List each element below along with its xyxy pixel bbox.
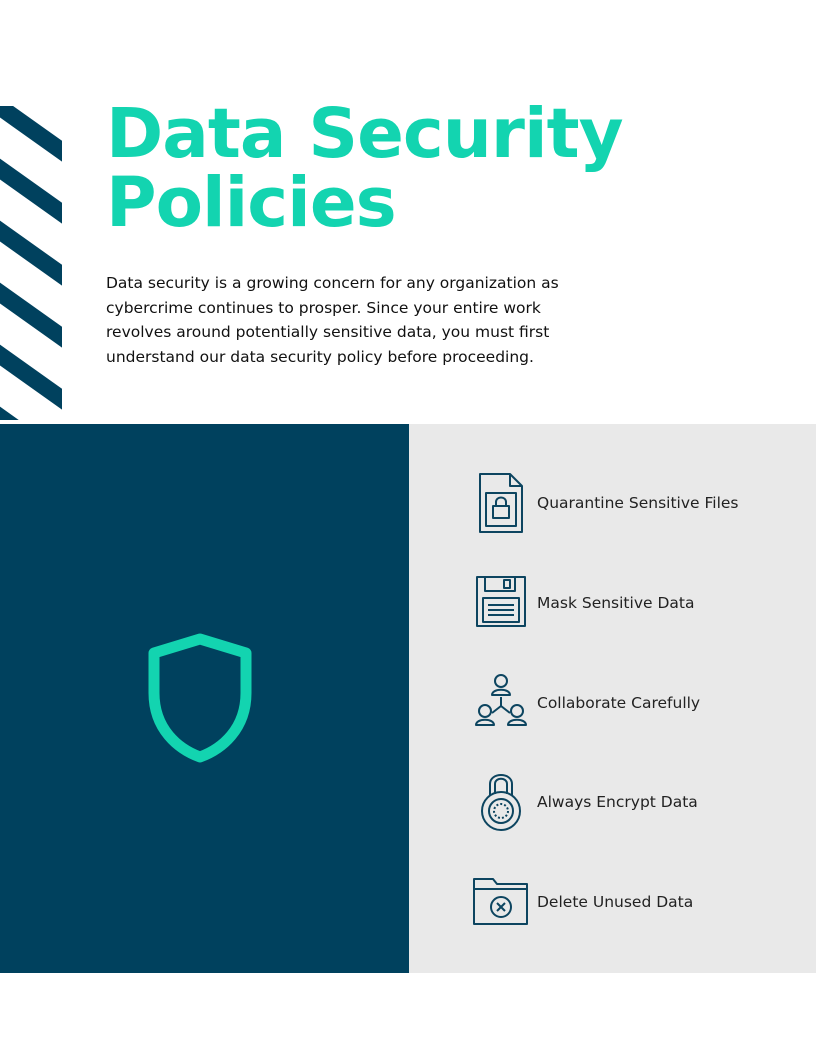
list-item [473,870,813,934]
policy-label: Always Encrypt Data [537,793,698,811]
decorative-stripes [0,106,62,420]
policy-panel [409,424,816,973]
policy-list [409,424,816,973]
list-item [473,571,813,635]
shield-icon [144,631,256,766]
combination-lock-icon [473,770,529,834]
page-title [106,94,623,243]
floppy-disk-icon [473,571,529,635]
list-item [473,770,813,834]
policy-label: Delete Unused Data [537,893,694,911]
title-line-1: Data Security [106,94,623,174]
team-network-icon [473,671,529,735]
folder-delete-icon [473,870,529,934]
list-item [473,671,813,735]
locked-file-icon [473,471,529,535]
policy-label: Quarantine Sensitive Files [537,494,739,512]
intro-paragraph: Data security is a growing concern for any organization as cybercrime continues to prosper. Since your entire work revolves around potentially sensitive data, you must first understand our data security policy before proceeding. [106,274,559,366]
title-line-2: Policies [106,163,396,243]
policy-label: Collaborate Carefully [537,694,701,712]
list-item [473,471,813,535]
policy-label: Mask Sensitive Data [537,594,695,612]
